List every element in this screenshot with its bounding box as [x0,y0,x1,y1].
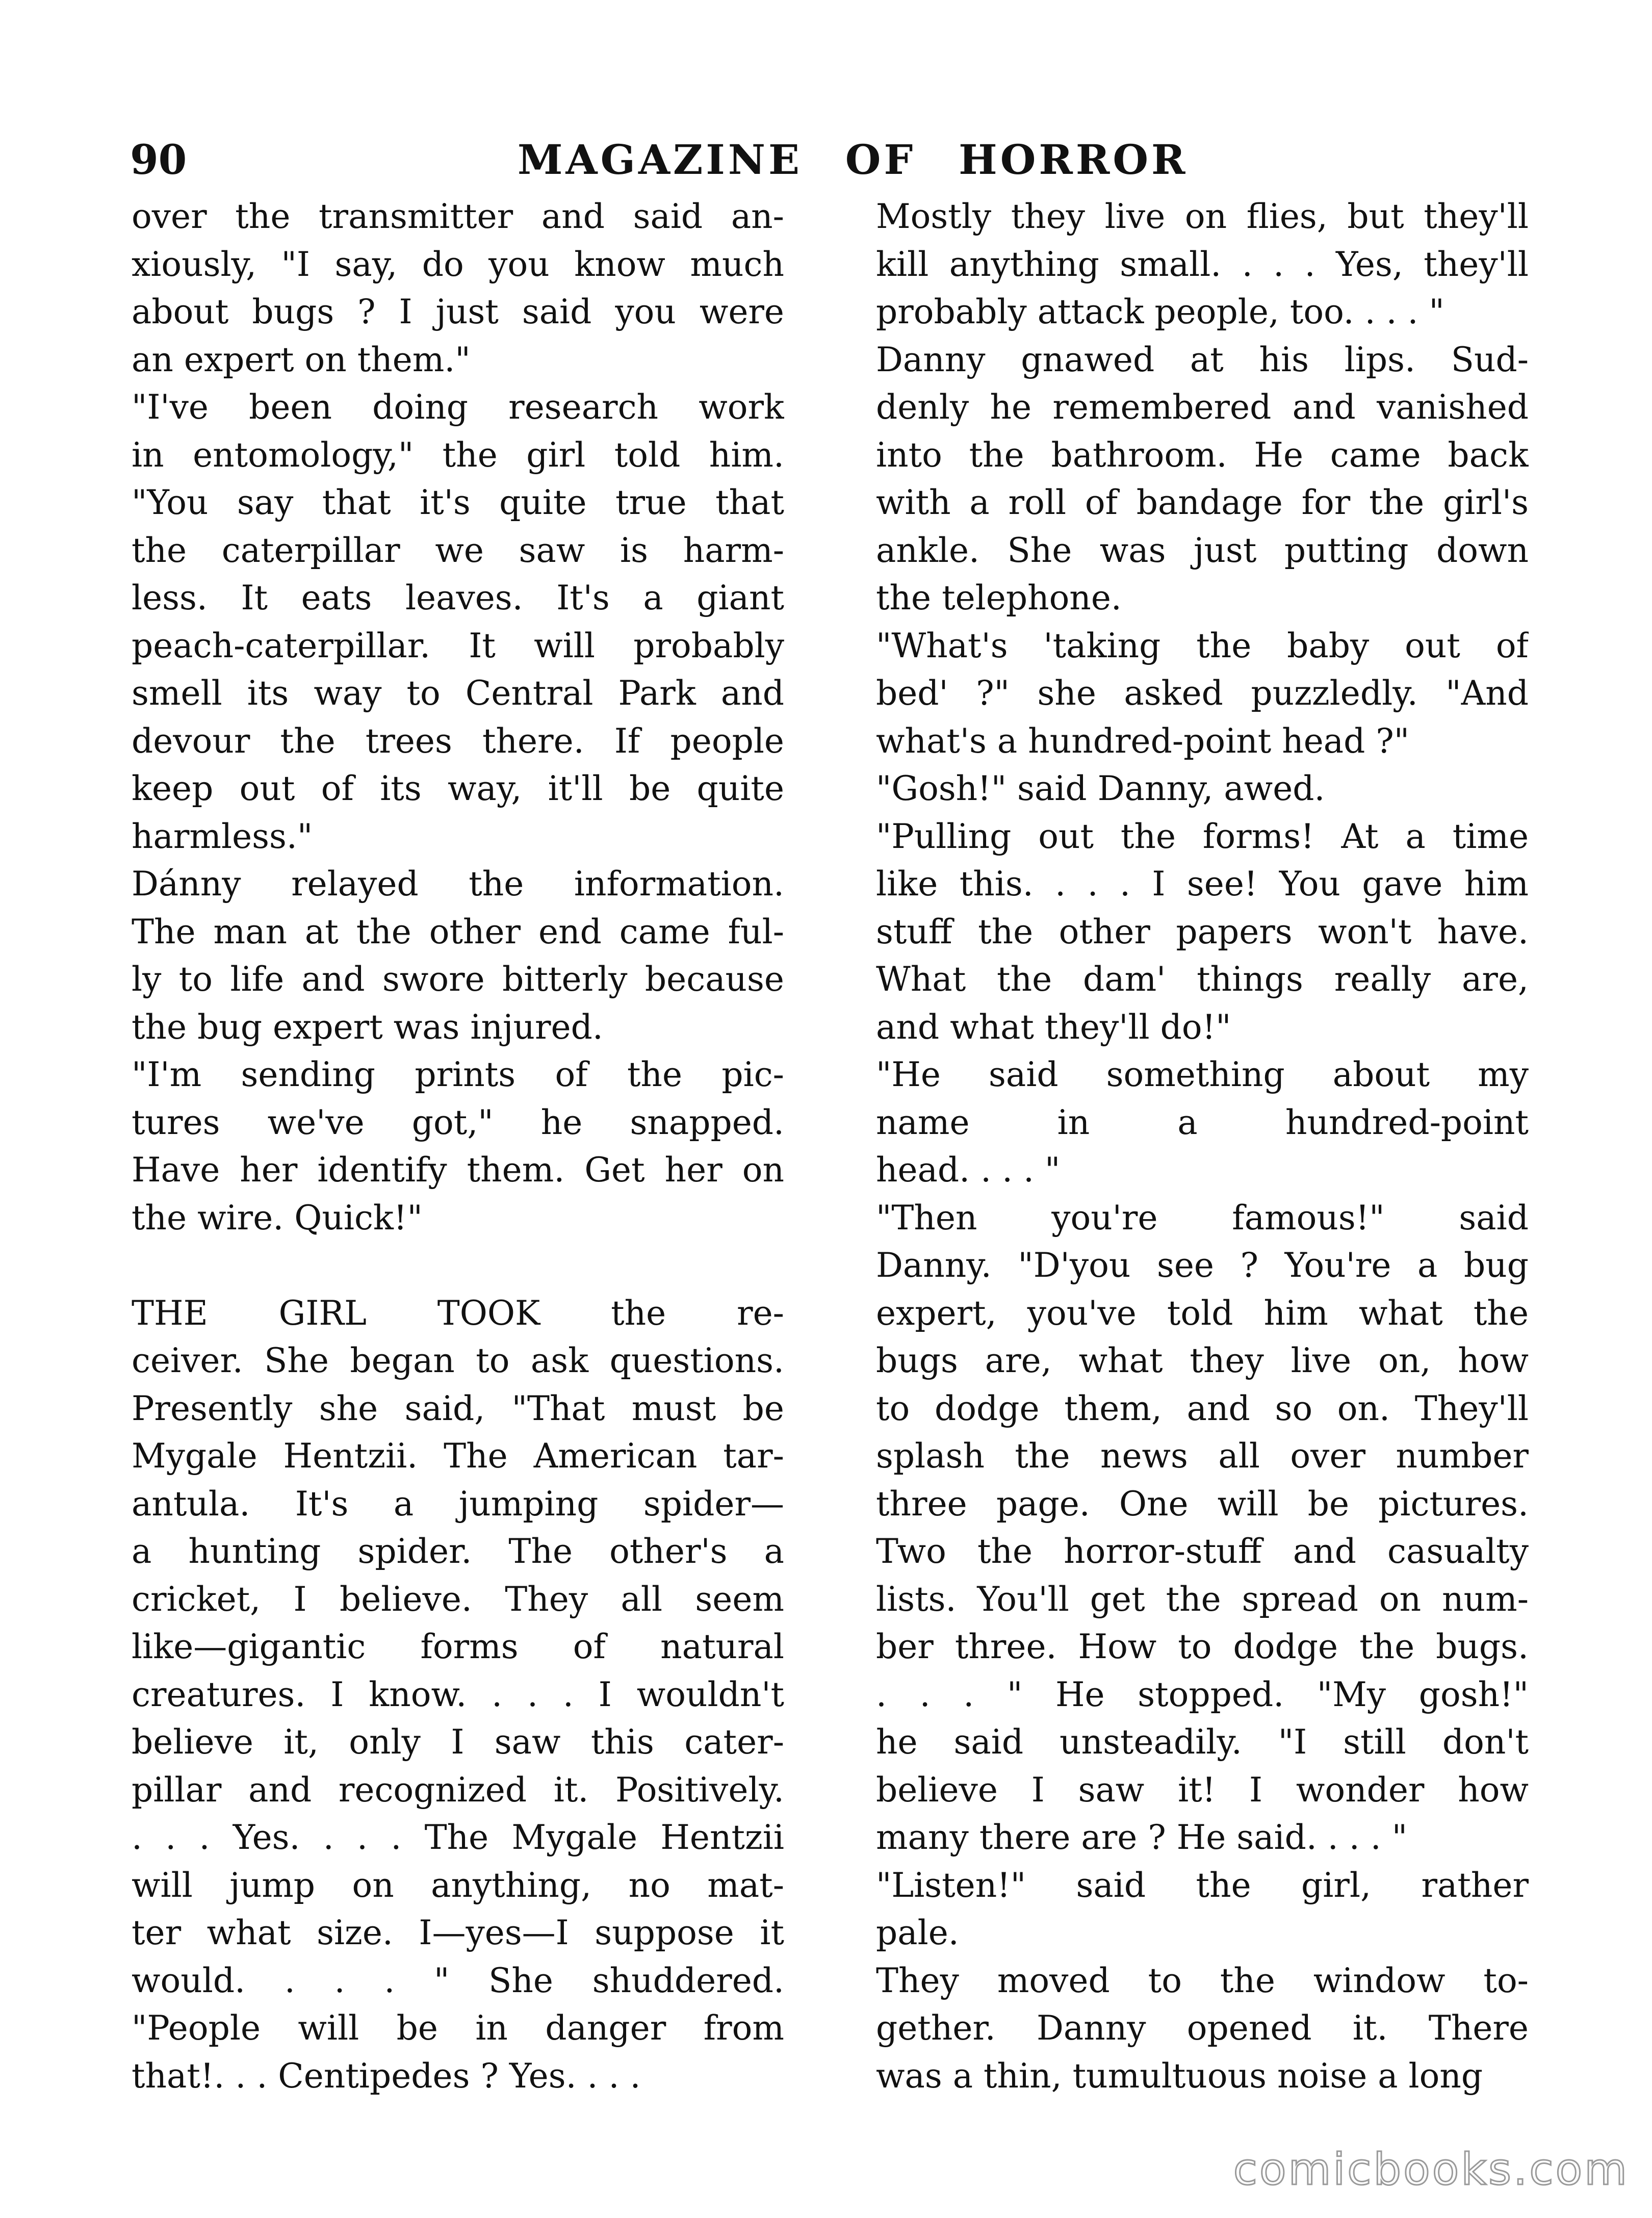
text-line: ankle. She was just putting down [876,530,1529,570]
text-line: "I've been doing research work [132,388,784,427]
text-line: and what they'll do!" [876,1007,1231,1047]
text-line: in entomology," the girl told him. [132,435,784,475]
text-line: "Gosh!" said Danny, awed. [876,769,1325,808]
text-line: gether. Danny opened it. There [876,2008,1529,2048]
text-line: Dánny relayed the information. [132,864,784,904]
text-line: believe it, only I saw this cater- [132,1722,784,1762]
text-line: like—gigantic forms of natural [132,1627,784,1666]
text-line: Mostly they live on flies, but they'll [876,197,1529,236]
text-line: many there are ? He said. . . . " [876,1818,1408,1857]
text-line: "He said something about my [876,1055,1529,1094]
text-line: devour the trees there. If people [132,721,784,761]
page-header [130,132,1466,188]
text-line: "I'm sending prints of the pic- [132,1055,784,1094]
text-line: probably attack people, too. . . . " [876,292,1444,331]
text-line: head. . . . " [876,1150,1061,1190]
text-line: an expert on them." [132,340,471,379]
text-line: expert, you've told him what the [876,1293,1529,1333]
text-line: keep out of its way, it'll be quite [132,769,784,808]
text-line: to dodge them, and so on. They'll [876,1388,1529,1428]
text-line: peach-caterpillar. It will probably [132,626,784,665]
text-line: "You say that it's quite true that [132,483,784,522]
text-line: xiously, "I say, do you know much [132,244,784,284]
text-line: a hunting spider. The other's a [132,1532,784,1571]
text-line: stuff the other papers won't have. [876,912,1529,951]
watermark: comicbooks.com [1233,2144,1629,2195]
text-line: kill anything small. . . . Yes, they'll [876,244,1529,284]
text-line: THE GIRL TOOK the re- [132,1293,784,1333]
left-text-column [132,193,784,2100]
text-line: "Listen!" said the girl, rather [876,1865,1529,1905]
text-line: the wire. Quick!" [132,1198,423,1237]
text-line: what's a hundred-point head ?" [876,721,1410,761]
text-line: tures we've got," he snapped. [132,1102,784,1142]
text-line: believe I saw it! I wonder how [876,1770,1529,1810]
text-line: over the transmitter and said an- [132,197,784,236]
text-line: They moved to the window to- [876,1961,1529,2000]
text-line: like this. . . . I see! You gave him [876,864,1529,904]
text-line: antula. It's a jumping spider— [132,1484,784,1524]
text-line: Danny. "D'you see ? You're a bug [876,1246,1529,1285]
right-text-column [876,193,1529,2100]
text-line: . . . " He stopped. "My gosh!" [876,1674,1529,1714]
text-line: the caterpillar we saw is harm- [132,530,784,570]
text-line: less. It eats leaves. It's a giant [132,578,784,617]
text-line: bugs are, what they live on, how [876,1341,1529,1380]
page-number: 90 [130,136,187,184]
text-line: pillar and recognized it. Positively. [132,1770,784,1810]
text-line: name in a hundred-point [876,1102,1529,1142]
text-line: lists. You'll get the spread on num- [876,1579,1529,1619]
text-line: that!. . . Centipedes ? Yes. . . . [132,2056,641,2096]
text-line: "People will be in danger from [132,2008,784,2048]
text-line: smell its way to Central Park and [132,674,784,713]
text-line: with a roll of bandage for the girl's [876,483,1529,522]
text-line: Have her identify them. Get her on [132,1150,784,1190]
text-line: ceiver. She began to ask questions. [132,1341,784,1380]
text-line: the bug expert was injured. [132,1007,603,1047]
text-line: creatures. I know. . . . I wouldn't [132,1674,784,1714]
running-title: MAGAZINE OF HORROR [518,136,1189,184]
text-line: pale. [876,1913,959,1952]
text-line: Presently she said, "That must be [132,1388,784,1428]
text-line: the telephone. [876,578,1122,617]
paragraph-gap [132,1242,784,1289]
text-line: into the bathroom. He came back [876,435,1529,475]
text-line: Danny gnawed at his lips. Sud- [876,340,1529,379]
text-line: Mygale Hentzii. The American tar- [132,1436,784,1476]
text-line: bed' ?" she asked puzzledly. "And [876,674,1529,713]
text-line: ly to life and swore bitterly because [132,960,784,999]
text-line: Two the horror-stuff and casualty [876,1532,1529,1571]
text-line: The man at the other end came ful- [132,912,784,951]
text-line: three page. One will be pictures. [876,1484,1529,1524]
text-line: ter what size. I—yes—I suppose it [132,1913,784,1952]
text-line: would. . . . " She shuddered. [132,1961,784,2000]
text-line: denly he remembered and vanished [876,388,1529,427]
text-line: ber three. How to dodge the bugs. [876,1627,1529,1666]
text-line: will jump on anything, no mat- [132,1865,784,1905]
text-line: splash the news all over number [876,1436,1529,1476]
text-line: was a thin, tumultuous noise a long [876,2056,1483,2096]
text-line: . . . Yes. . . . The Mygale Hentzii [132,1818,784,1857]
text-line: harmless." [132,816,313,856]
text-line: "What's 'taking the baby out of [876,626,1529,665]
text-line: "Then you're famous!" said [876,1198,1529,1237]
text-line: he said unsteadily. "I still don't [876,1722,1529,1762]
text-line: about bugs ? I just said you were [132,292,784,331]
text-line: "Pulling out the forms! At a time [876,816,1529,856]
text-line: cricket, I believe. They all seem [132,1579,784,1619]
text-line: What the dam' things really are, [876,960,1529,999]
